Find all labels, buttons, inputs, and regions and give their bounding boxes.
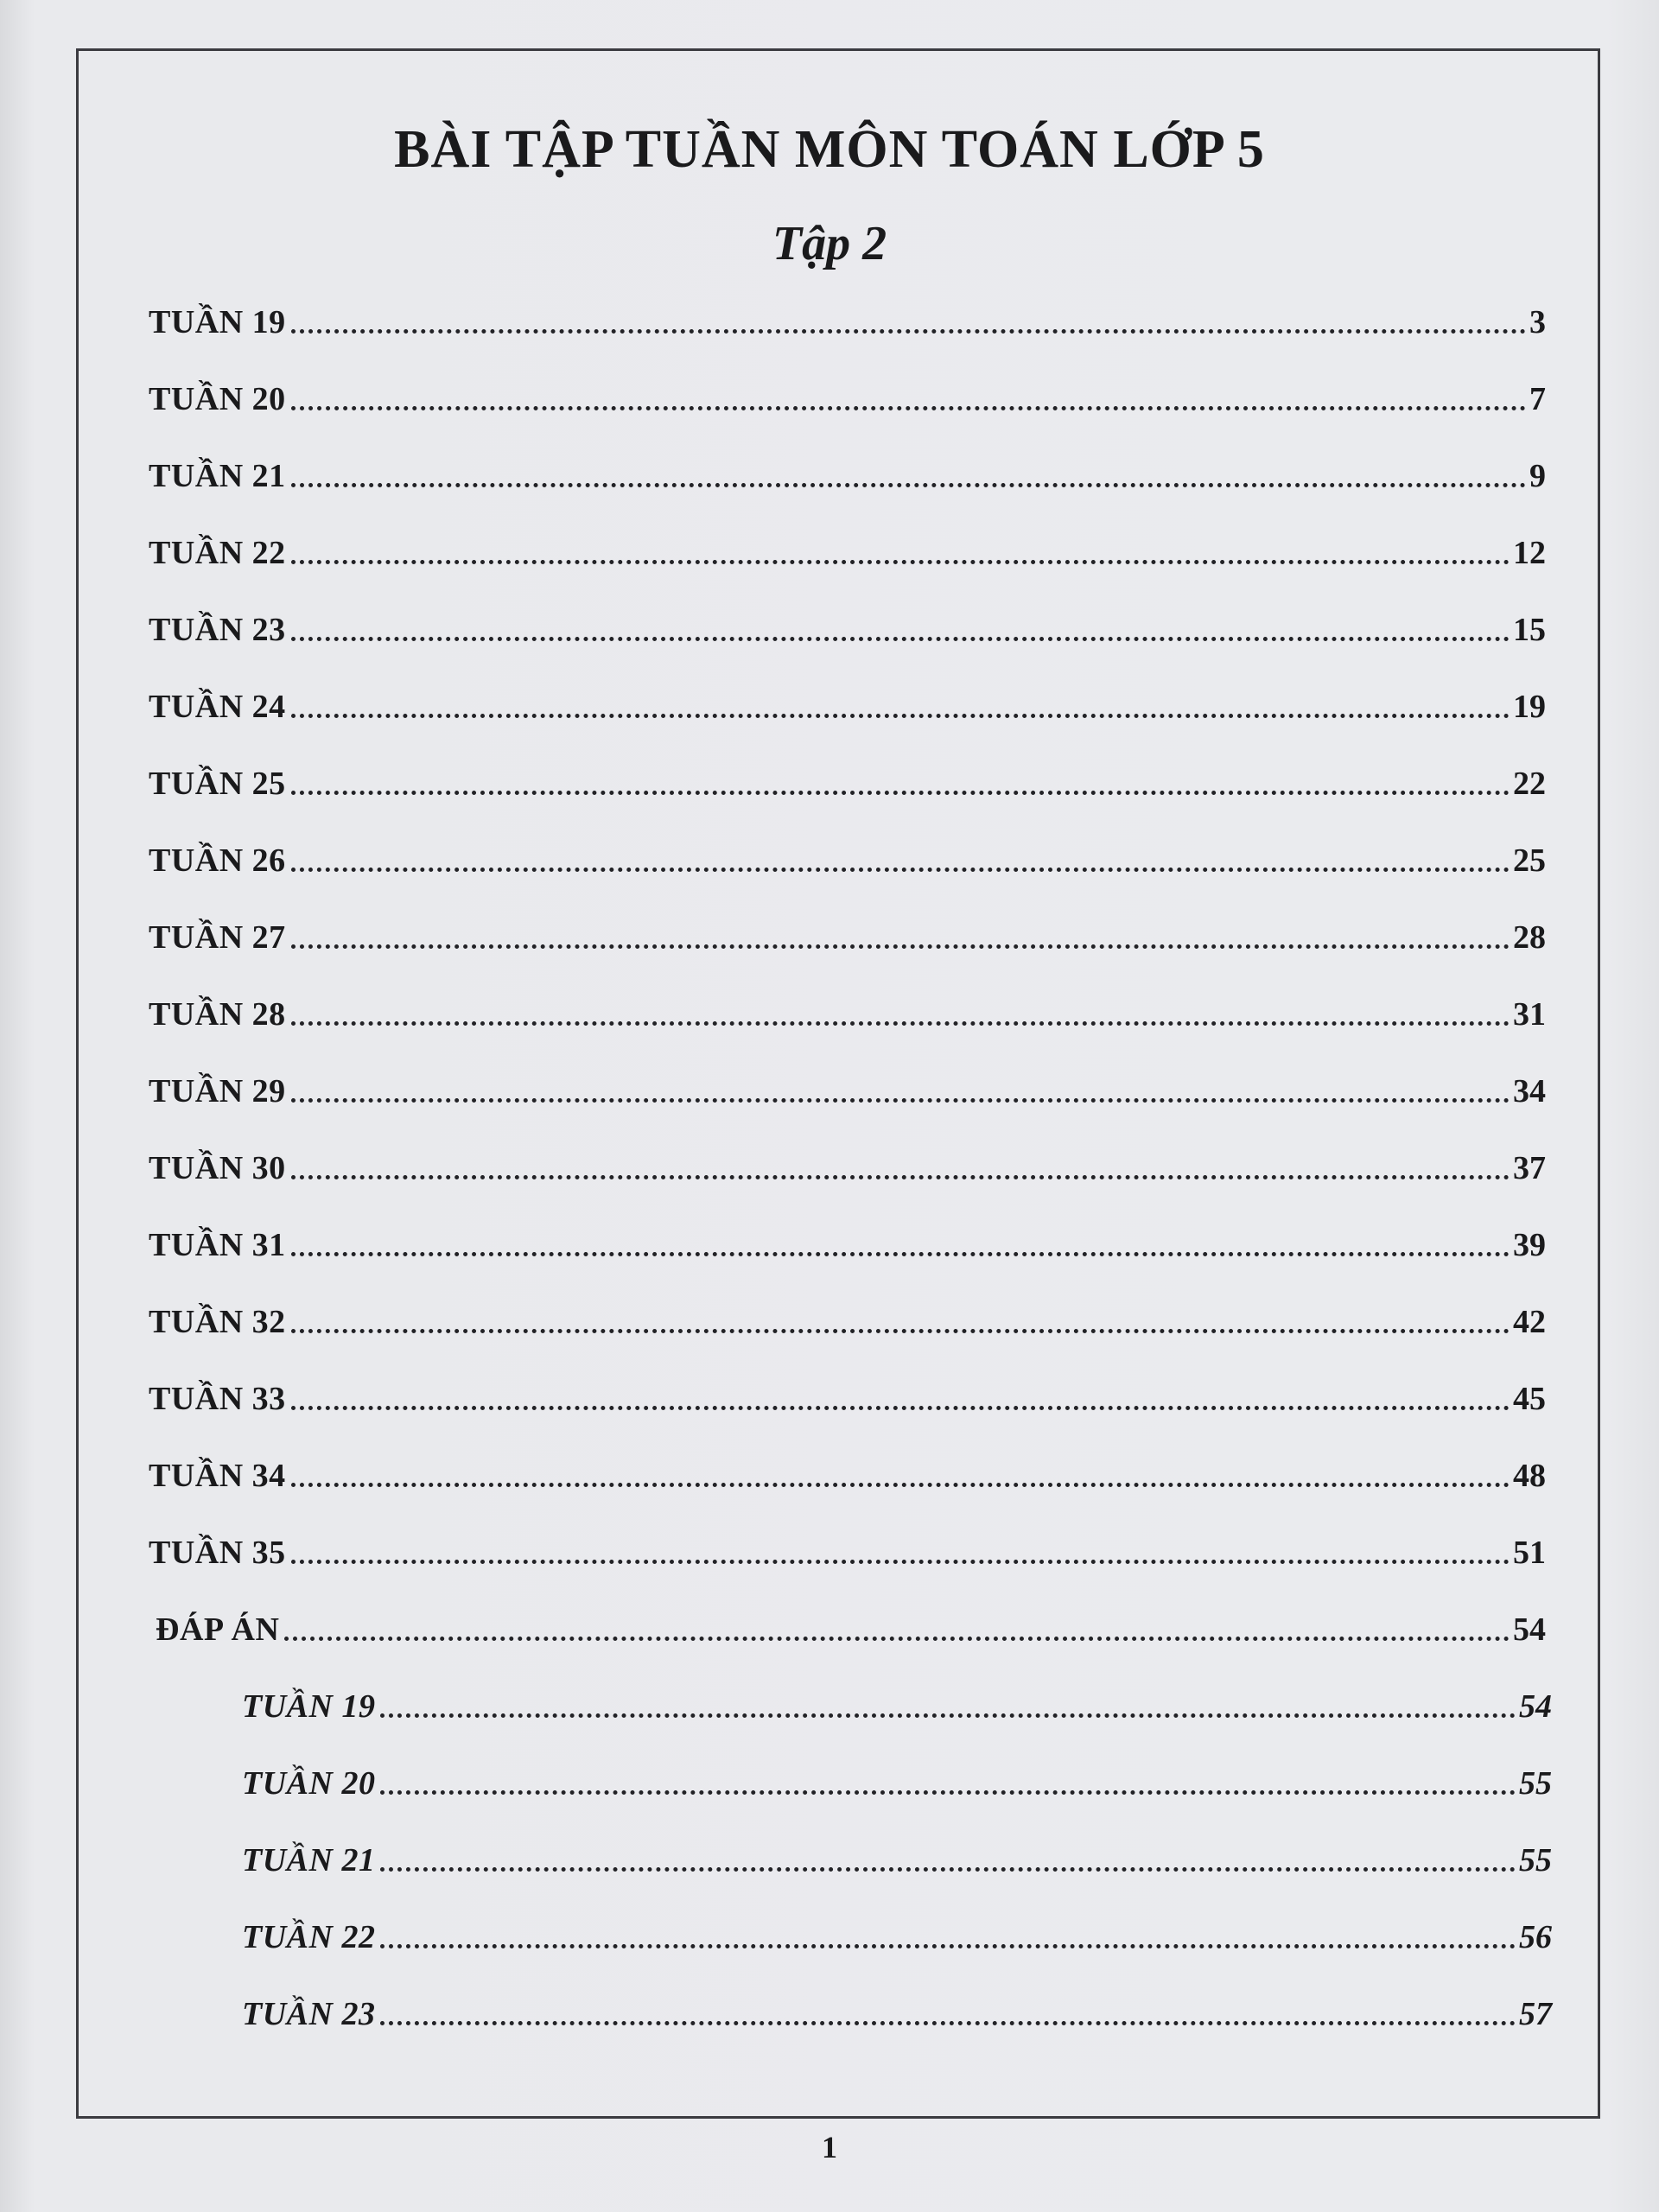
toc-dot-leader [291, 1175, 1510, 1179]
toc-sub-entry-label: TUẦN 22 [242, 1919, 376, 1955]
toc-entry-label: TUẦN 21 [149, 458, 286, 494]
toc-sub-entry-page: 54 [1519, 1688, 1552, 1725]
toc-entry[interactable] [149, 1367, 1546, 1419]
toc-dot-leader [291, 1252, 1510, 1256]
toc-sub-entry[interactable] [242, 1751, 1552, 1803]
toc-entry[interactable] [149, 1059, 1546, 1111]
toc-entry-label: TUẦN 28 [149, 996, 286, 1033]
toc-entry-answers[interactable] [156, 1598, 1546, 1649]
toc-dot-leader [291, 1098, 1510, 1103]
volume-subtitle: Tập 2 [772, 217, 887, 270]
toc-entry-label: TUẦN 34 [149, 1458, 286, 1494]
toc-entry-label: TUẦN 30 [149, 1150, 286, 1186]
toc-dot-leader [291, 483, 1526, 487]
page-number: 1 [822, 2130, 837, 2164]
toc-entry[interactable] [149, 1290, 1546, 1342]
toc-entry-page: 48 [1513, 1458, 1546, 1494]
toc-entry-page: 34 [1513, 1073, 1546, 1109]
toc-entry-label: TUẦN 25 [149, 766, 286, 802]
toc-entry-page: 15 [1513, 612, 1546, 648]
toc-entry-label: TUẦN 31 [149, 1227, 286, 1263]
toc-entry[interactable] [149, 1444, 1546, 1496]
toc-sub-entry-label: TUẦN 21 [242, 1842, 376, 1878]
toc-entry[interactable] [149, 906, 1546, 957]
toc-entry-label: TUẦN 35 [149, 1535, 286, 1571]
toc-entry[interactable] [149, 598, 1546, 650]
toc-dot-leader [291, 1021, 1510, 1026]
toc-sub-entry[interactable] [242, 1828, 1552, 1880]
toc-entry[interactable] [149, 290, 1546, 342]
toc-entry-label: TUẦN 27 [149, 919, 286, 956]
toc-dot-leader [291, 1483, 1510, 1487]
toc-entry[interactable] [149, 675, 1546, 727]
toc-dot-leader [380, 1790, 1516, 1795]
toc-entry[interactable] [149, 752, 1546, 804]
toc-entry-page: 9 [1529, 458, 1546, 494]
toc-dot-leader [380, 1713, 1516, 1718]
toc-dot-leader [380, 2021, 1516, 2025]
toc-entry-page: 7 [1529, 381, 1546, 417]
toc-sub-entry-label: TUẦN 19 [242, 1688, 376, 1725]
toc-sub-entry-label: TUẦN 23 [242, 1996, 376, 2032]
toc-dot-leader [291, 1406, 1510, 1410]
toc-entry-page: 54 [1513, 1611, 1546, 1648]
toc-entry-page: 37 [1513, 1150, 1546, 1186]
toc-sub-entry-page: 57 [1519, 1996, 1552, 2032]
toc-sub-entry-label: TUẦN 20 [242, 1765, 376, 1802]
toc-entry-label: TUẦN 19 [149, 304, 286, 340]
toc-sub-entry-page: 55 [1519, 1842, 1552, 1878]
toc-entry-label: TUẦN 33 [149, 1381, 286, 1417]
toc-entry-label: TUẦN 26 [149, 842, 286, 879]
toc-entry[interactable] [149, 829, 1546, 880]
toc-dot-leader [284, 1637, 1510, 1641]
toc-entry-page: 31 [1513, 996, 1546, 1033]
toc-dot-leader [291, 791, 1510, 795]
toc-entry-page: 51 [1513, 1535, 1546, 1571]
toc-entry[interactable] [149, 444, 1546, 496]
toc-dot-leader [291, 944, 1510, 949]
toc-entry[interactable] [149, 1213, 1546, 1265]
toc-entry-page: 39 [1513, 1227, 1546, 1263]
toc-sub-entry[interactable] [242, 1982, 1552, 2034]
toc-entry[interactable] [149, 982, 1546, 1034]
toc-entry[interactable] [149, 367, 1546, 419]
toc-entry-page: 3 [1529, 304, 1546, 340]
toc-entry-label: TUẦN 24 [149, 689, 286, 725]
toc-dot-leader [291, 560, 1510, 564]
toc-entry-label: TUẦN 20 [149, 381, 286, 417]
toc-dot-leader [291, 406, 1526, 410]
toc-dot-leader [291, 1329, 1510, 1333]
toc-entry-page: 28 [1513, 919, 1546, 956]
toc-sub-entry[interactable] [242, 1675, 1552, 1726]
toc-dot-leader [380, 1867, 1516, 1872]
toc-entry[interactable] [149, 1521, 1546, 1573]
toc-sub-entry[interactable] [242, 1905, 1552, 1957]
toc-entry-label: TUẦN 29 [149, 1073, 286, 1109]
toc-sub-entry-page: 55 [1519, 1765, 1552, 1802]
toc-dot-leader [380, 1944, 1516, 1948]
toc-entry-page: 22 [1513, 766, 1546, 802]
toc-dot-leader [291, 714, 1510, 718]
toc-entry-page: 19 [1513, 689, 1546, 725]
toc-dot-leader [291, 329, 1526, 334]
toc-sub-entry-page: 56 [1519, 1919, 1552, 1955]
toc-entry-label: TUẦN 23 [149, 612, 286, 648]
page-title: BÀI TẬP TUẦN MÔN TOÁN LỚP 5 [394, 120, 1265, 179]
toc-dot-leader [291, 1560, 1510, 1564]
toc-entry-label: ĐÁP ÁN [156, 1611, 280, 1648]
toc-entry-page: 12 [1513, 535, 1546, 571]
toc-dot-leader [291, 637, 1510, 641]
toc-entry[interactable] [149, 521, 1546, 573]
toc-entry-page: 42 [1513, 1304, 1546, 1340]
toc-entry-page: 45 [1513, 1381, 1546, 1417]
toc-entry-page: 25 [1513, 842, 1546, 879]
toc-dot-leader [291, 868, 1510, 872]
toc-entry-label: TUẦN 32 [149, 1304, 286, 1340]
toc-entry-label: TUẦN 22 [149, 535, 286, 571]
toc-entry[interactable] [149, 1136, 1546, 1188]
